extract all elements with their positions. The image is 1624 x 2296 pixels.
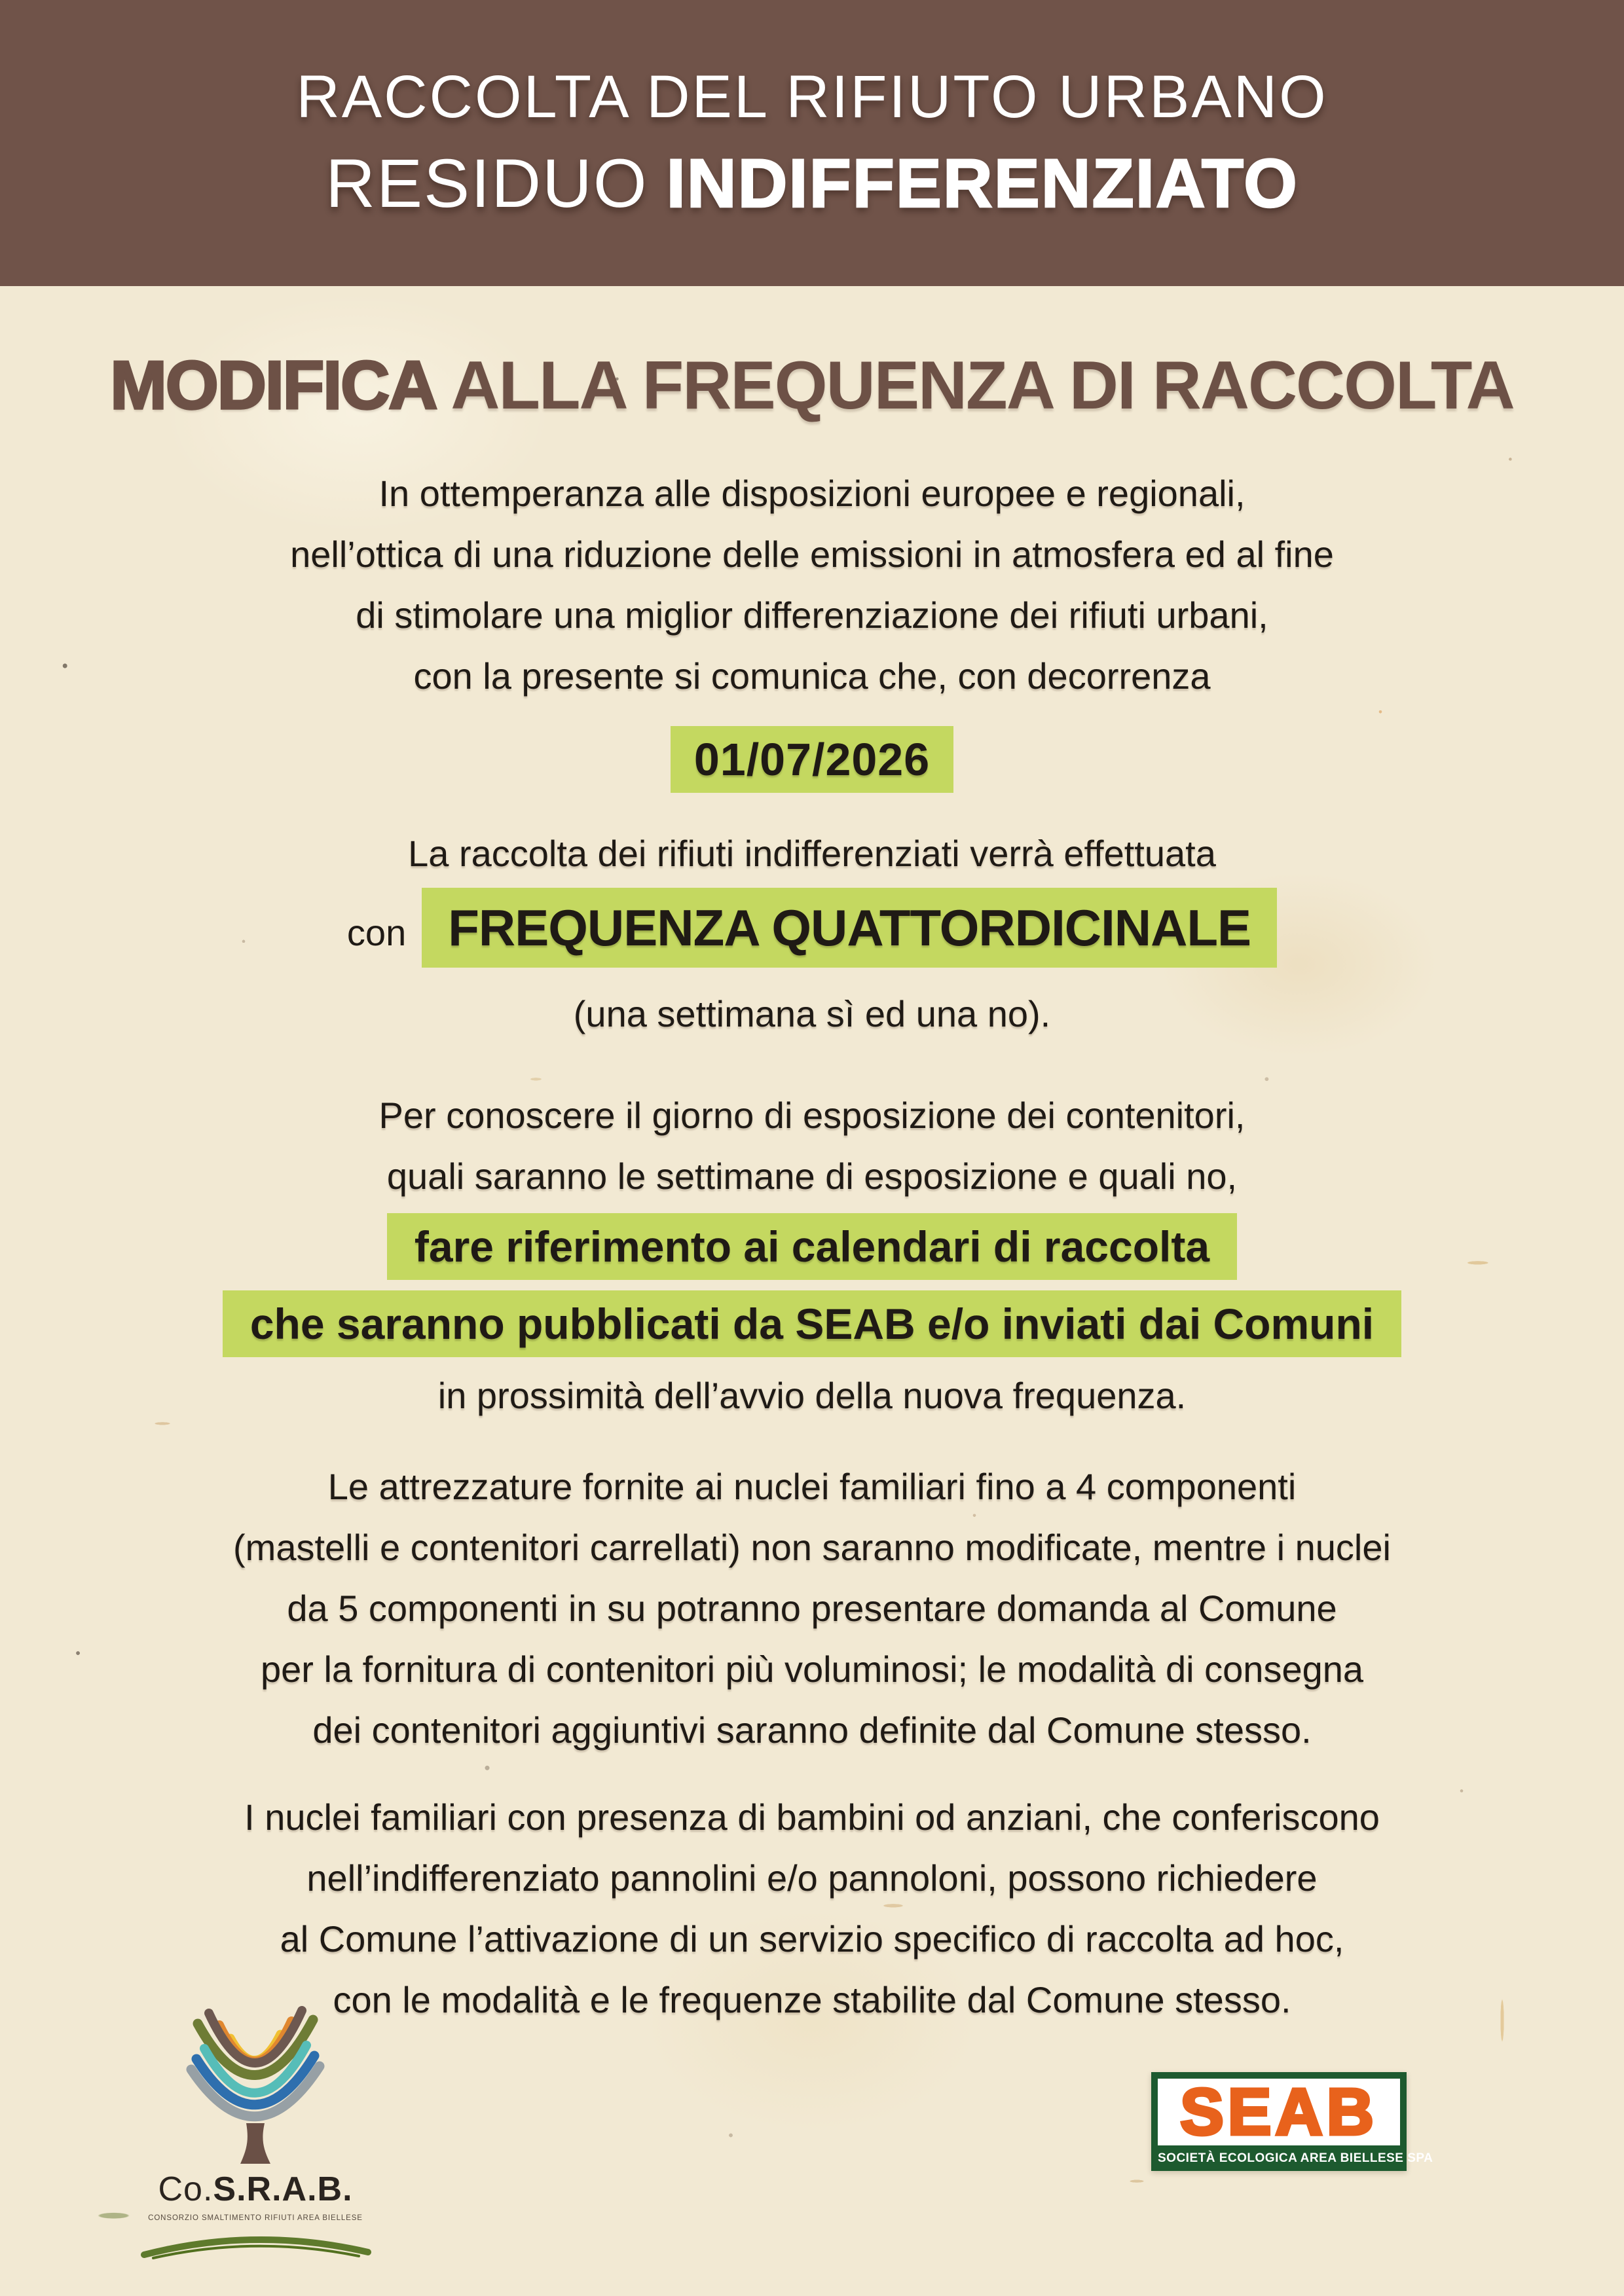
- families-line: con le modalità e le frequenze stabilite dal Comune stesso.: [333, 1979, 1291, 2020]
- intro-paragraph: [0, 463, 1624, 706]
- calendar-highlight2-badge: che saranno pubblicati da SEAB e/o inviati dai Comuni: [223, 1290, 1401, 1357]
- frequency-prefix: con: [346, 912, 407, 953]
- header-band: [0, 0, 1624, 286]
- calendar-highlight2-row: [0, 1290, 1624, 1357]
- header-line2-bold: INDIFFERENZIATO: [666, 145, 1299, 222]
- header-title-line1: RACCOLTA DEL RIFIUTO URBANO: [296, 64, 1328, 130]
- calendar-line3: in prossimità dell’avvio della nuova frequenza.: [437, 1375, 1187, 1416]
- families-line: al Comune l’attivazione di un servizio specifico di raccolta ad hoc,: [280, 1918, 1344, 1959]
- header-title-line2: [325, 145, 1299, 223]
- frequency-line1: La raccolta dei rifiuti indifferenziati verrà effettuata: [408, 833, 1216, 874]
- cosrab-name-bold: S.R.A.B.: [213, 2170, 353, 2208]
- equipment-line: dei contenitori aggiuntivi saranno definite dal Comune stesso.: [312, 1709, 1312, 1751]
- intro-line: In ottemperanza alle disposizioni europee e regionali,: [378, 473, 1246, 514]
- equipment-paragraph: [0, 1456, 1624, 1760]
- equipment-line: da 5 componenti in su potranno presentare domanda al Comune: [287, 1588, 1337, 1629]
- equipment-line: per la fornitura di contenitori più voluminosi; le modalità di consegna: [260, 1649, 1364, 1690]
- calendar-paragraph: [0, 1085, 1624, 1426]
- cosrab-name: [141, 2170, 370, 2209]
- calendar-highlight1-row: [0, 1213, 1624, 1280]
- notice-title-rest: ALLA FREQUENZA DI RACCOLTA: [451, 348, 1514, 424]
- effective-date-row: [0, 726, 1624, 793]
- effective-date-badge: 01/07/2026: [671, 726, 953, 793]
- header-line2-regular: RESIDUO: [325, 145, 648, 222]
- families-line: nell’indifferenziato pannolini e/o pannoloni, possono richiedere: [306, 1857, 1318, 1899]
- seab-wordmark: SEAB: [1180, 2075, 1378, 2149]
- cosrab-ground-icon: [131, 2223, 380, 2260]
- intro-line: nell’ottica di una riduzione delle emissioni in atmosfera ed al fine: [290, 534, 1334, 575]
- frequency-paragraph: [0, 823, 1624, 1044]
- equipment-line: Le attrezzature fornite ai nuclei familiari fino a 4 componenti: [327, 1466, 1297, 1507]
- frequency-note: (una settimana sì ed una no).: [573, 993, 1051, 1034]
- frequency-highlight-line: [0, 888, 1624, 968]
- calendar-line1: Per conoscere il giorno di esposizione dei contenitori,: [378, 1095, 1246, 1136]
- families-line: I nuclei familiari con presenza di bambini od anziani, che conferiscono: [244, 1796, 1380, 1838]
- intro-line: con la presente si comunica che, con decorrenza: [413, 655, 1211, 697]
- notice-title: [0, 348, 1624, 424]
- seab-wordmark-box: [1158, 2075, 1400, 2149]
- cosrab-logo: [141, 1980, 370, 2263]
- intro-line: di stimolare una miglior differenziazione dei rifiuti urbani,: [356, 594, 1268, 636]
- cosrab-caption: CONSORZIO SMALTIMENTO RIFIUTI AREA BIELLESE: [148, 2214, 363, 2222]
- notice-body: [0, 348, 1624, 2030]
- seab-caption: SOCIETÀ ECOLOGICA AREA BIELLESE SPA: [1158, 2151, 1433, 2165]
- frequency-highlight-badge: FREQUENZA QUATTORDICINALE: [422, 888, 1277, 968]
- equipment-line: (mastelli e contenitori carrellati) non saranno modificate, mentre i nuclei: [233, 1527, 1391, 1568]
- calendar-line2: quali saranno le settimane di esposizione e quali no,: [386, 1156, 1238, 1197]
- seab-logo: [1151, 2072, 1433, 2171]
- calendar-highlight1-badge: fare riferimento ai calendari di raccolta: [387, 1213, 1237, 1280]
- notice-title-emphasis: MODIFICA: [110, 348, 437, 424]
- cosrab-tree-icon: [141, 1980, 370, 2164]
- cosrab-name-regular: Co.: [158, 2170, 213, 2208]
